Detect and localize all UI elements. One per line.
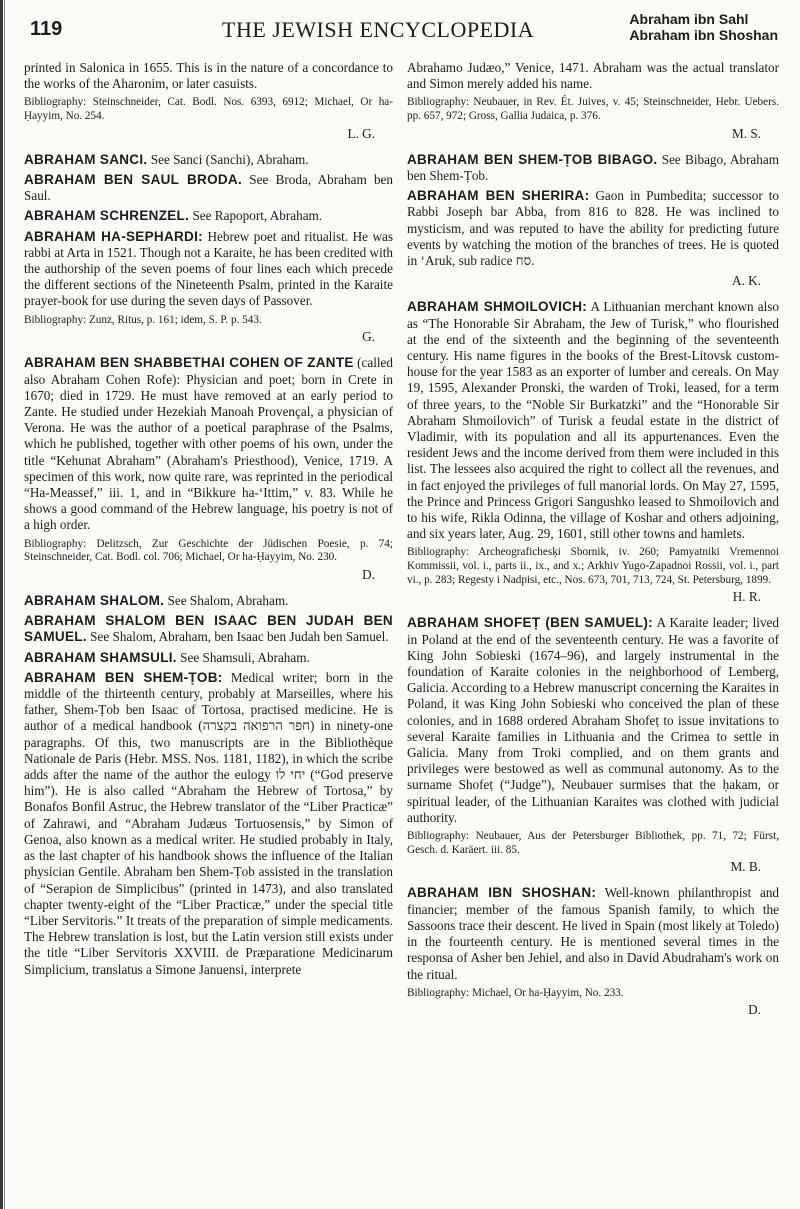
bibliography: Bibliography: Zunz, Ritus, p. 161; idem, S. P. p. 543. <box>24 313 262 326</box>
entry-body: Hebrew poet and ritualist. He was rabbi at Arta in 1521. Though not a Karaite, he has been credited with the authorship of the seven poems of four lines each which precede the different sections of the Nineteenth Psalm, printed in the Karaite prayer-book for use during the seven days of Passover. <box>24 228 393 309</box>
entry-headword: ABRAHAM BEN SHEM-ṬOB BIBAGO. <box>407 151 658 167</box>
entry-headword: ABRAHAM SHALOM BEN ISAAC BEN JUDAH BEN SAMUEL. <box>24 613 393 645</box>
author-signature: L. G. <box>347 125 375 141</box>
entry-body: Well-known philanthropist and financier; member of the famous Spanish family, to which the Sassoons trace their descent. He lived in Spain (most likely at Toledo) in the fourteenth century. He is mentioned several times in the responsa of Asher ben Jehiel, and also in David Abudraham's work on the ritual. <box>407 885 780 982</box>
author-signature: D. <box>748 1002 761 1018</box>
entry-body: See Rapoport, Abraham. <box>192 208 323 224</box>
entry-body: Medical writer; born in the middle of the thirteenth century, probably at Marseilles, where his father, Shem-Ṭob ben Isaac of Tortosa, practised medicine. He is author of a medical handbook (חפר הרפואה בקצרה) in ninety-one paragraphs. Of this, two manuscripts are in the Bibliothèque Nationale de Paris (Hebr. MSS. Nos. 1181, 1182), in which the scribe adds after the name of the author the eulogy יחי לו (“God preserve him”). He is also called “Abraham the Hebrew of Tortosa,” by Bonafos Bonfil Astruc, the Hebrew translator of the “Liber Practicæ” of Zahrawi, and “Abraham Judæus Tortuosensis,” by Simon of Genoa, also known as a medical writer. He studied probably in Italy, as the last chapter of his handbook shows the influence of the Italian physician Gentile. Abraham ben Shem-Ṭob assisted in the translation of “Serapion de Simplicibus” (printed in 1473), and also translated chapter twenty-eight of the “Liber Practicæ,” under the special title “Liber Servitoris.” It treats of the preparation of simple medicaments. The Hebrew translation is lost, but the Latin version still exists under the title “Liber Servitoris XXVIII. de Præparatione Medicinarum Simplicium, translatus a Simone Januensi, interprete <box>24 669 393 977</box>
continued-text: Abrahamo Judæo,” Venice, 1471. Abraham was the actual translator and Simon merely added his name. <box>407 60 779 92</box>
entry-abraham-shofet <box>407 615 779 826</box>
entry-abraham-ben-shem-tob <box>24 670 393 978</box>
bibliography: Bibliography: Steinschneider, Cat. Bodl. Nos. 6393, 6912; Michael, Or ha-Ḥayyim, No. 254. <box>24 96 393 122</box>
entry-abraham-ben-sherira <box>407 188 779 269</box>
entry-headword: ABRAHAM BEN SHEM-ṬOB: <box>24 669 223 685</box>
page-edge-shadow <box>4 0 5 1209</box>
entry-body: See Bibago, Abraham ben Shem-Ṭob. <box>407 151 779 183</box>
continued-text: printed in Salonica in 1655. This is in the nature of a concordance to the works of the Aharonim, or later casuists. <box>24 60 393 92</box>
entry-abraham-shmoilovich <box>407 299 779 542</box>
running-head-first: Abraham ibn Sahl <box>629 11 749 27</box>
entry-abraham-shamsuli <box>24 650 393 666</box>
entry-headword: ABRAHAM SHALOM. <box>24 593 165 609</box>
page-header <box>0 0 800 52</box>
bibliography: Bibliography: Neubauer, in Rev. Ét. Juives, v. 45; Steinschneider, Hebr. Uebers. pp. 657, 972; Gross, Gallia Judaica, p. 376. <box>407 96 779 122</box>
bibliography: Bibliography: Michael, Or ha-Ḥayyim, No. 233. <box>407 986 624 999</box>
page-number: 119 <box>30 18 63 40</box>
entry-abraham-sanci <box>24 152 393 168</box>
entry-abraham-ibn-shoshan <box>407 885 779 982</box>
entry-body: See Broda, Abraham ben Saul. <box>24 172 394 204</box>
entry-abraham-ben-shabbethai-cohen <box>24 355 393 533</box>
bibliography: Bibliography: Neubauer, Aus der Petersburger Bibliothek, pp. 71, 72; Fürst, Gesch. d. Karäert. iii. 85. <box>407 830 779 856</box>
entry-headword: ABRAHAM HA-SEPHARDI: <box>24 228 203 244</box>
right-column <box>407 60 779 1029</box>
bibliography: Bibliography: Archeografichesķi Sbornik, iv. 260; Pamyatniki Vremennoi Kommissii, vol. i., parts ii., ix., and x.; Arkhiv Yugo-Zapadnoi Rossii, vol. i., part vi., p. 283; Regesty i Nadpisi, etc., Nos. 673, 701, 713, 724, St. Petersburg, 1899. <box>407 546 779 586</box>
page-title: THE JEWISH ENCYCLOPEDIA <box>222 17 535 42</box>
author-signature: M. S. <box>732 125 761 141</box>
entry-body: Gaon in Pumbedita; successor to Rabbi Joseph bar Abba, from 816 to 828. He was inclined to mysticism, and was reputed to have the ability for predicting future events by watching the motion of the branches of trees. He is quoted in ‘Aruk, sub radice סח. <box>407 188 780 269</box>
running-head <box>629 11 778 43</box>
entry-headword: ABRAHAM SHMOILOVICH: <box>407 299 588 315</box>
entry-body: See Sanci (Sanchi), Abraham. <box>150 151 309 167</box>
author-signature: H. R. <box>732 589 761 605</box>
entry-headword: ABRAHAM BEN SAUL BRODA. <box>24 172 243 187</box>
entry-headword: ABRAHAM BEN SHERIRA: <box>407 188 590 204</box>
entry-body: (called also Abraham Cohen Rofe): Physician and poet; born in Crete in 1670; died in 1729. He must have removed at an early period to Zante. He studied under Hezekiah Manoah Provençal, a physician of Verona. He was the author of a poetical paraphrase of the Psalms, which he published, together with other poems of his own, under the title “Kehunat Abraham” (Abraham's Priesthood), Venice, 1719. A specimen of this work, now quite rare, was reprinted in the periodical “Ha-Meassef,” iii. 1, and in “Bikkure ha-‘Ittim,” v. 83. While he shows a good command of the Hebrew language, his poetry is not of a high order. <box>24 355 393 533</box>
entry-headword: ABRAHAM SCHRENZEL. <box>24 208 190 224</box>
entry-body: A Karaite leader; lived in Poland at the end of the seventeenth century. He was a favorite of King John Sobieski (1674–96), and largely instrumental in the foundation of Karaite colonies in the neighborhood of Lemberg, Galicia. According to a Hebrew manuscript concerning the Karaites in Poland, it was King John Sobieski who conceived the plan of these colonies, and in 1688 ordered Abraham Shofeṭ to issue invitations to several Karaite families in Lithuania and the Crimea to settle in Galicia. Many from Troki complied, and on them grants and privileges were bestowed as well as communal autonomy. As to the surname Shofeṭ (“Judge”), Neubauer surmises that the ḥakam, or spiritual leader, of the Lithuanian Karaites was clothed with judicial authority. <box>407 615 780 825</box>
entry-abraham-schrenzel <box>24 208 393 224</box>
entry-abraham-ben-shem-tob-bibago <box>407 152 779 184</box>
left-column <box>24 60 393 982</box>
entry-body: A Lithuanian merchant known also as “The Honorable Sir Abraham, the Jew of Turisk,” who flourished at the end of the sixteenth and the beginning of the seventeenth century. His name figures in the books of the Brest-Litovsk custom-house for the year 1583 as an exporter of lumber and cereals. On May 19, 1595, Alexander Pronski, the warden of Troki, leased, for a term of three years, to the “Noble Sir Burkatzki” and the “Honorable Sir Abraham Shmoilovich” of Turisk a feudal estate in the district of Vladimir, with its population and all its appurtenances. Even the resident Jews and the income derived from them were included in this list. The lessees also acquired the right to collect all the revenues, and in fact enjoyed the privileges of full manorial lords. On May 27, 1595, the Prince and Princess Grigori Sangushko leased to Shmoilovich and to his wife, Rikla Odinna, the village of Koshar and others adjoining, and six years later, Aug. 29, 1601, still other towns and hamlets. <box>407 299 779 542</box>
entry-body: See Shalom, Abraham. <box>167 593 289 609</box>
author-signature: M. B. <box>730 859 761 875</box>
entry-headword: ABRAHAM SHOFEṬ (BEN SAMUEL): <box>407 615 653 631</box>
running-head-last: Abraham ibn Shoshan <box>629 27 778 43</box>
entry-headword: ABRAHAM IBN SHOSHAN: <box>407 885 597 901</box>
author-signature: D. <box>362 566 375 582</box>
author-signature: A. K. <box>732 273 761 289</box>
entry-headword: ABRAHAM SANCI. <box>24 151 148 167</box>
entry-abraham-ben-saul-broda <box>24 172 393 204</box>
entry-abraham-ha-sephardi <box>24 229 393 310</box>
entry-abraham-shalom <box>24 593 393 609</box>
entry-headword: ABRAHAM BEN SHABBETHAI COHEN OF ZANTE <box>24 355 354 371</box>
entry-headword: ABRAHAM SHAMSULI. <box>24 649 177 665</box>
entry-body: See Shamsuli, Abraham. <box>180 649 310 665</box>
page-edge <box>0 0 3 1209</box>
author-signature: G. <box>362 329 375 345</box>
bibliography: Bibliography: Delitzsch, Zur Geschichte der Jüdischen Poesie, p. 74; Steinschneider, Cat. Bodl. col. 706; Michael, Or ha-Ḥayyim, No. 230. <box>24 537 393 564</box>
entry-abraham-shalom-ben-isaac <box>24 613 393 645</box>
entry-body: See Shalom, Abraham, ben Isaac ben Judah ben Samuel. <box>90 629 389 645</box>
